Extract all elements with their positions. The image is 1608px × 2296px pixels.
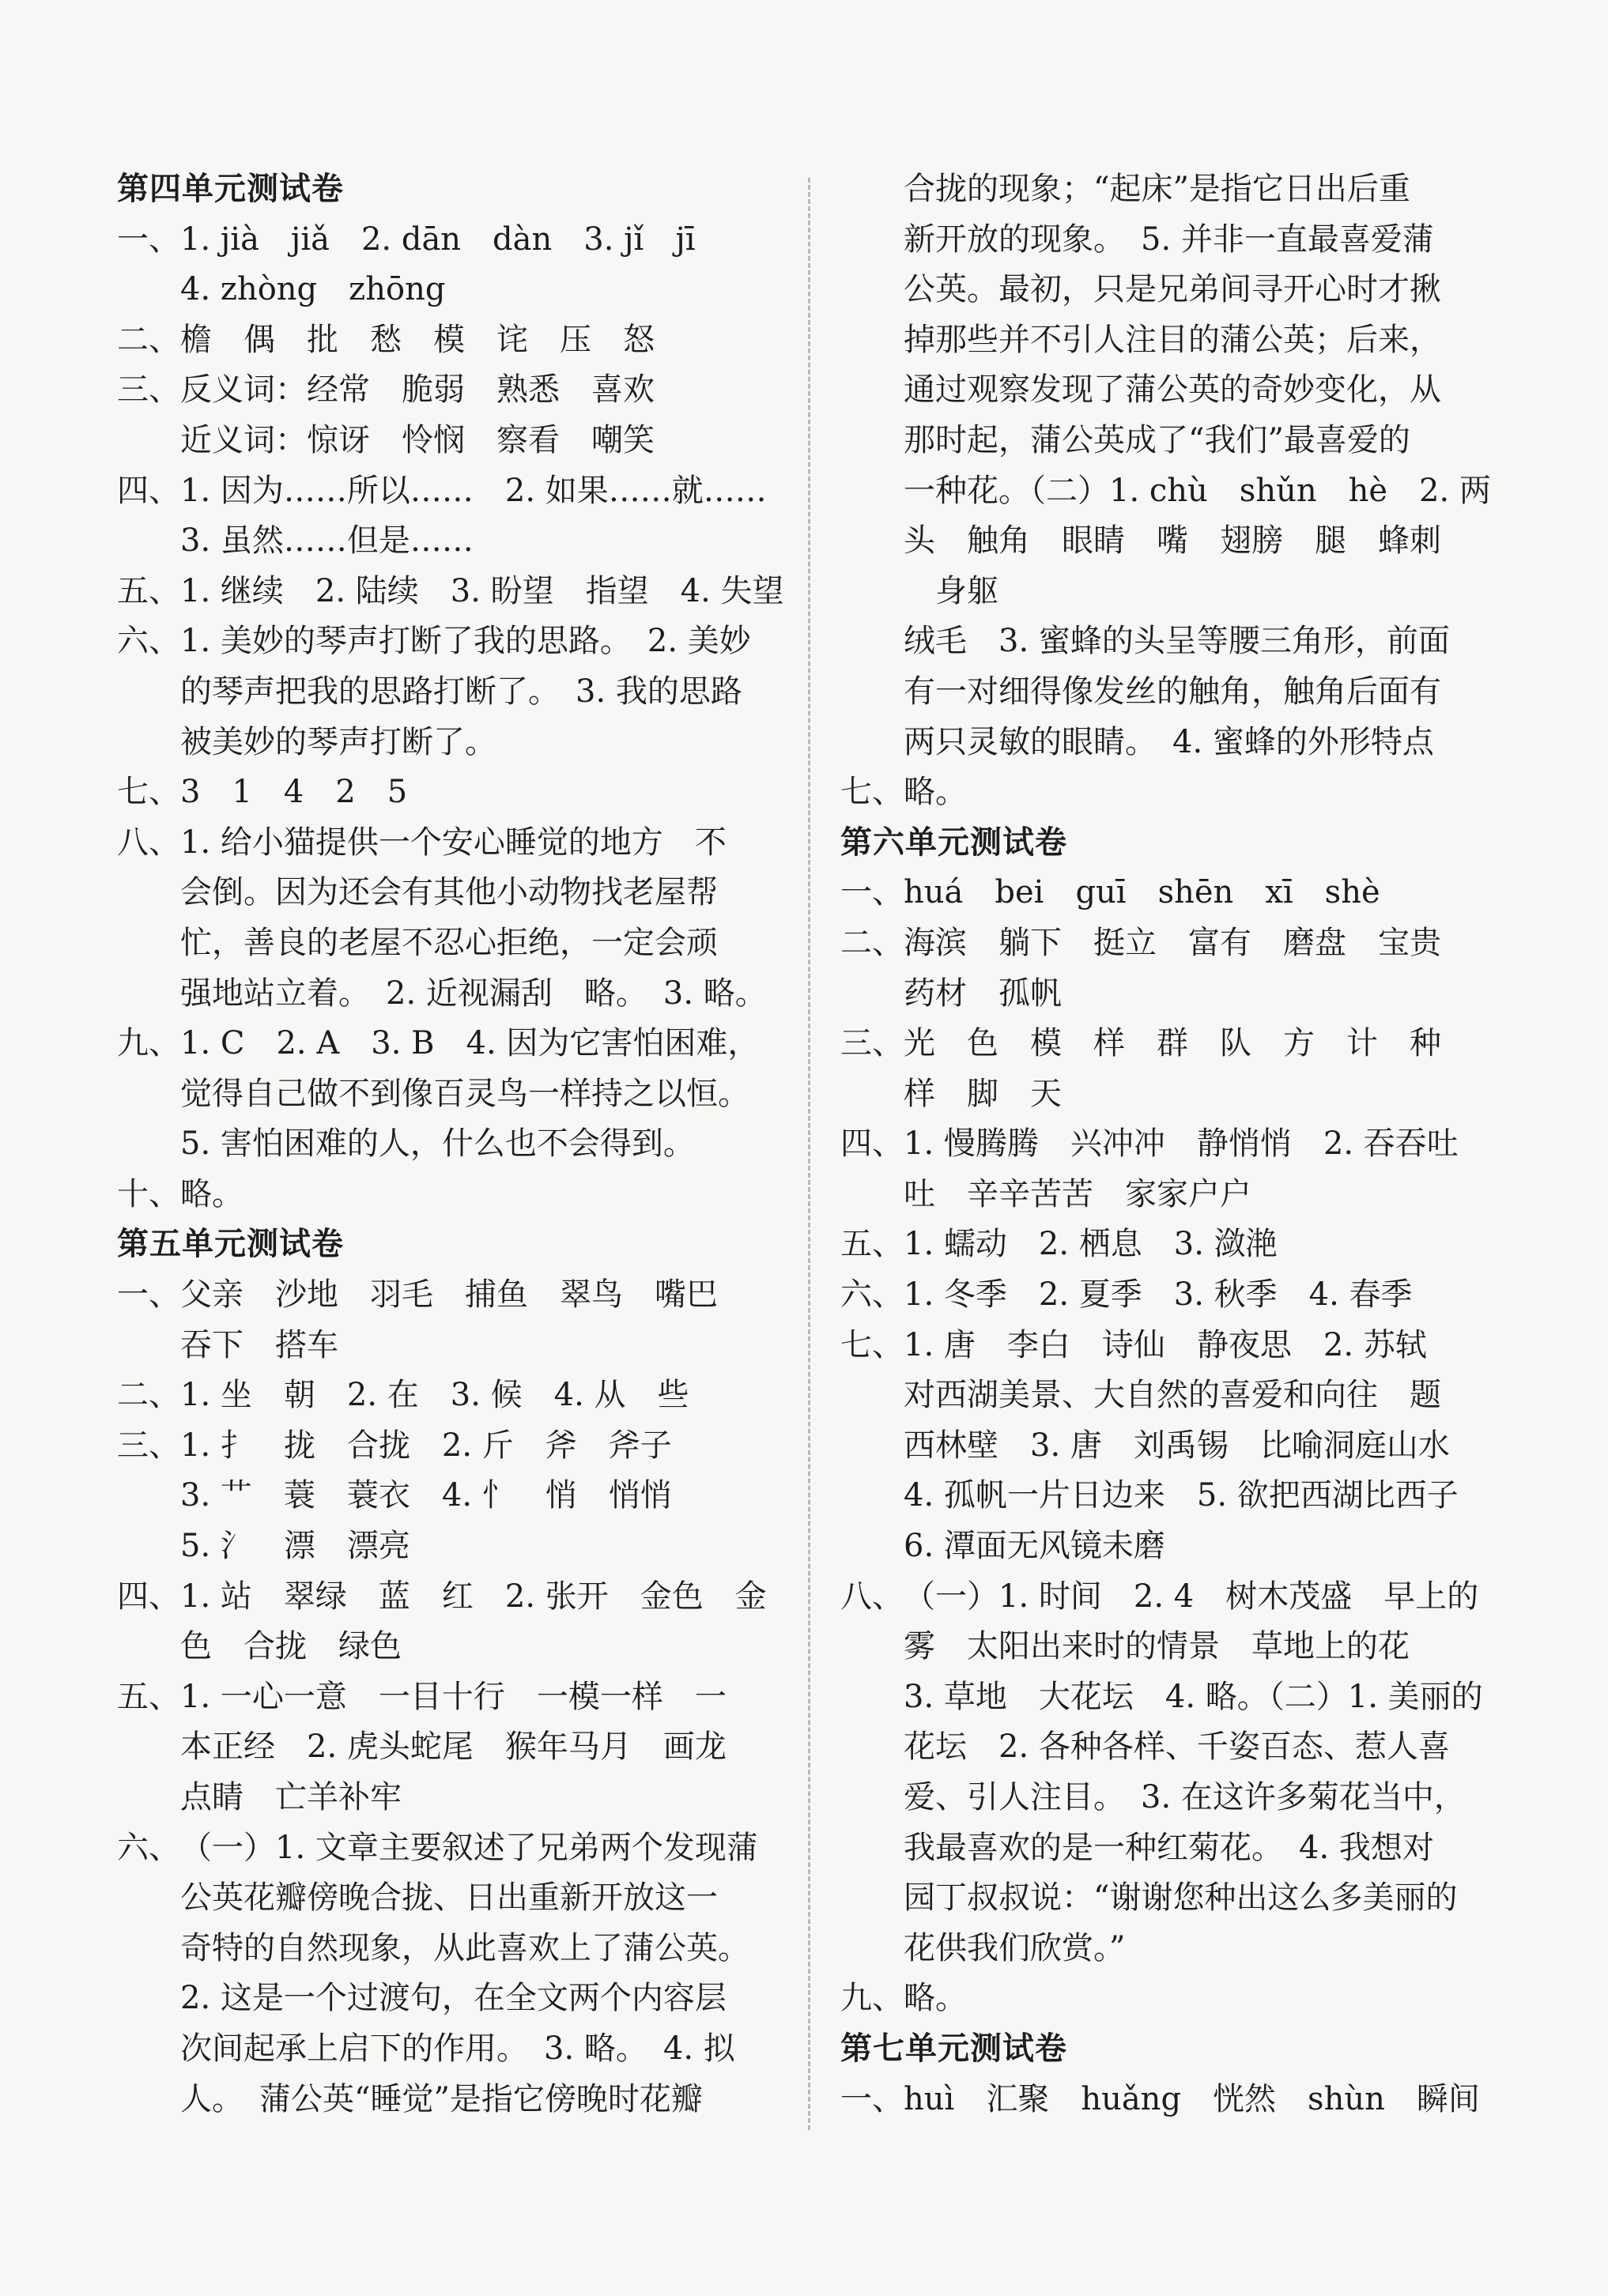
answer-continuation: 6. 潭面无风镜未磨	[904, 1528, 1165, 1565]
column-divider	[808, 178, 810, 2130]
question-number: 一、	[117, 221, 180, 258]
question-number: 八、	[117, 824, 180, 861]
answer-continuation: 对西湖美景、大自然的喜爱和向往 题	[904, 1377, 1441, 1414]
question-number: 一、	[840, 874, 904, 911]
answer-continuation: 头 触角 眼睛 嘴 翅膀 腿 蜂刺	[904, 522, 1441, 560]
question-number: 一、	[117, 1276, 180, 1314]
answer-text: 略。	[904, 1980, 967, 2017]
answer-line	[840, 868, 1512, 918]
answer-continuation: 公英。最初，只是兄弟间寻开心时才揪	[904, 271, 1441, 308]
answer-text: 略。	[904, 774, 967, 811]
answer-continuation: 会倒。因为还会有其他小动物找老屋帮	[180, 874, 718, 911]
question-number: 三、	[840, 1025, 904, 1062]
answer-line	[840, 1270, 1512, 1321]
answer-continuation: 色 合拢 绿色	[180, 1628, 402, 1665]
answer-text: （一）1. 时间 2. 4 树木茂盛 早上的	[904, 1578, 1479, 1615]
answer-continuation: 3. 艹 蓑 蓑衣 4. 忄 悄 悄悄	[180, 1477, 672, 1514]
answer-text: 1. jià jiǎ 2. dān dàn 3. jǐ jī	[180, 221, 696, 258]
question-number: 四、	[117, 1578, 180, 1615]
answer-text: 1. 因为……所以…… 2. 如果……就……	[180, 472, 767, 509]
answer-line	[840, 1119, 1512, 1170]
answer-continuation: 有一对细得像发丝的触角，触角后面有	[904, 673, 1441, 710]
answer-continuation: 3. 虽然……但是……	[180, 522, 474, 560]
question-number: 八、	[840, 1578, 904, 1615]
answer-line	[840, 1974, 1512, 2024]
answer-continuation: 次间起承上启下的作用。 3. 略。 4. 拟	[180, 2030, 735, 2067]
answer-text: 1. 站 翠绿 蓝 红 2. 张开 金色 金	[180, 1578, 767, 1615]
answer-text: 1. 继续 2. 陆续 3. 盼望 指望 4. 失望	[180, 572, 784, 609]
answer-text: huì 汇聚 huǎng 恍然 shùn 瞬间	[904, 2080, 1480, 2117]
answer-line	[840, 1321, 1512, 1371]
answer-continuation: 2. 这是一个过渡句，在全文两个内容层	[180, 1980, 727, 2017]
answer-continuation: 那时起，蒲公英成了“我们”最喜爱的	[904, 421, 1410, 458]
answer-text: 1. 唐 李白 诗仙 静夜思 2. 苏轼	[904, 1326, 1427, 1363]
answer-line	[117, 616, 773, 667]
answer-continuation: 近义词：惊讶 怜悯 察看 嘲笑	[180, 421, 655, 458]
answer-continuation: 西林壁 3. 唐 刘禹锡 比喻洞庭山水	[904, 1427, 1450, 1464]
answer-continuation: 一种花。（二）1. chù shǔn hè 2. 两	[904, 472, 1491, 509]
answer-text: 略。	[180, 1175, 243, 1212]
answer-text: 1. 给小猫提供一个安心睡觉的地方 不	[180, 824, 727, 861]
answer-text: 3 1 4 2 5	[180, 774, 408, 811]
answer-text: （一）1. 文章主要叙述了兄弟两个发现蒲	[180, 1829, 758, 1866]
section-heading: 第四单元测试卷	[117, 171, 344, 207]
answer-continuation: 觉得自己做不到像百灵鸟一样持之以恒。	[180, 1075, 749, 1112]
answer-continuation: 3. 草地 大花坛 4. 略。（二）1. 美丽的	[904, 1678, 1483, 1715]
question-number: 五、	[840, 1226, 904, 1263]
question-number: 七、	[840, 774, 904, 811]
answer-text: 1. 美妙的琴声打断了我的思路。 2. 美妙	[180, 623, 751, 660]
question-number: 五、	[117, 1678, 180, 1715]
answer-line	[840, 2075, 1512, 2125]
question-number: 四、	[117, 472, 180, 509]
answer-line	[840, 767, 1512, 818]
answer-continuation: 身躯	[904, 572, 998, 609]
answer-line	[117, 1672, 773, 1723]
left-column	[117, 164, 784, 2124]
answer-line	[117, 315, 773, 366]
answer-line	[117, 466, 773, 517]
section-heading: 第六单元测试卷	[840, 824, 1067, 861]
question-number: 四、	[840, 1125, 904, 1163]
answer-text: 1. 扌 拢 合拢 2. 斤 斧 斧子	[180, 1427, 672, 1464]
answer-line	[117, 1823, 773, 1874]
answer-text: 1. 坐 朝 2. 在 3. 候 4. 从 些	[180, 1377, 689, 1414]
answer-continuation: 花坛 2. 各种各样、千姿百态、惹人喜	[904, 1729, 1450, 1766]
answer-continuation: 5. 氵 漂 漂亮	[180, 1528, 410, 1565]
answer-line	[117, 365, 773, 416]
question-number: 五、	[117, 572, 180, 609]
question-number: 三、	[117, 371, 180, 409]
answer-continuation: 强地站立着。 2. 近视漏刮 略。 3. 略。	[180, 975, 767, 1012]
answer-line	[840, 1220, 1512, 1270]
answer-text: 檐 偶 批 愁 模 诧 压 怒	[180, 321, 655, 358]
answer-continuation: 本正经 2. 虎头蛇尾 猴年马月 画龙	[180, 1729, 727, 1766]
answer-continuation: 忙，善良的老屋不忍心拒绝，一定会顽	[180, 924, 718, 961]
answer-line	[117, 767, 773, 818]
answer-line	[117, 567, 784, 617]
question-number: 二、	[117, 1377, 180, 1414]
answer-line	[840, 1572, 1512, 1623]
answer-continuation: 园丁叔叔说：“谢谢您种出这么多美丽的	[904, 1879, 1458, 1917]
answer-line	[840, 918, 1512, 969]
answer-continuation: 两只灵敏的眼睛。 4. 蜜蜂的外形特点	[904, 723, 1434, 760]
question-number: 九、	[840, 1980, 904, 2017]
answer-continuation: 样 脚 天	[904, 1075, 1062, 1112]
answer-text: 海滨 躺下 挺立 富有 磨盘 宝贵	[904, 924, 1441, 961]
answer-continuation: 合拢的现象；“起床”是指它日出后重	[904, 171, 1410, 207]
answer-continuation: 奇特的自然现象，从此喜欢上了蒲公英。	[180, 1929, 749, 1966]
question-number: 七、	[117, 774, 180, 811]
answer-text: 1. 慢腾腾 兴冲冲 静悄悄 2. 吞吞吐	[904, 1125, 1459, 1163]
answer-text: 1. 一心一意 一目十行 一模一样 一	[180, 1678, 727, 1715]
answer-continuation: 吐 辛辛苦苦 家家户户	[904, 1175, 1251, 1212]
question-number: 二、	[840, 924, 904, 961]
answer-continuation: 爱、引人注目。 3. 在这许多菊花当中，	[904, 1779, 1466, 1815]
section-heading: 第五单元测试卷	[117, 1226, 344, 1263]
answer-line	[117, 1421, 773, 1472]
answer-text: 1. 蠕动 2. 栖息 3. 潋滟	[904, 1226, 1278, 1263]
answer-continuation: 吞下 搭车	[180, 1326, 338, 1363]
answer-continuation: 雾 太阳出来时的情景 草地上的花	[904, 1628, 1410, 1665]
answer-continuation: 的琴声把我的思路打断了。 3. 我的思路	[180, 673, 742, 710]
answer-text: 1. 冬季 2. 夏季 3. 秋季 4. 春季	[904, 1276, 1413, 1314]
question-number: 九、	[117, 1025, 180, 1062]
answer-text: huá bei guī shēn xī shè	[904, 874, 1380, 911]
answer-continuation: 4. zhòng zhōng	[180, 271, 446, 308]
question-number: 六、	[117, 623, 180, 660]
answer-text: 父亲 沙地 羽毛 捕鱼 翠鸟 嘴巴	[180, 1276, 718, 1314]
answer-continuation: 点睛 亡羊补牢	[180, 1779, 402, 1815]
answer-continuation: 5. 害怕困难的人，什么也不会得到。	[180, 1125, 695, 1163]
section-heading: 第七单元测试卷	[840, 2030, 1067, 2067]
answer-line	[117, 1019, 773, 1069]
answer-line	[117, 1170, 773, 1220]
answer-continuation: 绒毛 3. 蜜蜂的头呈等腰三角形，前面	[904, 623, 1450, 660]
answer-continuation: 通过观察发现了蒲公英的奇妙变化，从	[904, 371, 1441, 409]
answer-text: 光 色 模 样 群 队 方 计 种	[904, 1025, 1441, 1062]
answer-continuation: 药材 孤帆	[904, 975, 1062, 1012]
question-number: 七、	[840, 1326, 904, 1363]
question-number: 二、	[117, 321, 180, 358]
answer-continuation: 人。 蒲公英“睡觉”是指它傍晚时花瓣	[180, 2080, 703, 2117]
answer-continuation: 4. 孤帆一片日边来 5. 欲把西湖比西子	[904, 1477, 1459, 1514]
answer-continuation: 新开放的现象。 5. 并非一直最喜爱蒲	[904, 221, 1434, 258]
answer-continuation: 被美妙的琴声打断了。	[180, 723, 496, 760]
answer-line	[117, 818, 773, 869]
answer-line	[117, 215, 773, 266]
answer-continuation: 我最喜欢的是一种红菊花。 4. 我想对	[904, 1829, 1434, 1866]
answer-line	[117, 1370, 773, 1421]
question-number: 一、	[840, 2080, 904, 2117]
answer-text: 1. C 2. A 3. B 4. 因为它害怕困难，	[180, 1025, 760, 1062]
question-number: 六、	[117, 1829, 180, 1866]
right-column	[840, 164, 1512, 2124]
answer-continuation: 花供我们欣赏。”	[904, 1929, 1126, 1966]
question-number: 十、	[117, 1175, 180, 1212]
answer-continuation: 公英花瓣傍晚合拢、日出重新开放这一	[180, 1879, 718, 1917]
question-number: 六、	[840, 1276, 904, 1314]
question-number: 三、	[117, 1427, 180, 1464]
answer-continuation: 掉那些并不引人注目的蒲公英；后来，	[904, 321, 1441, 358]
answer-text: 反义词：经常 脆弱 熟悉 喜欢	[180, 371, 655, 409]
answer-line	[117, 1572, 773, 1623]
answer-line	[840, 1019, 1512, 1069]
answer-line	[117, 1270, 773, 1321]
